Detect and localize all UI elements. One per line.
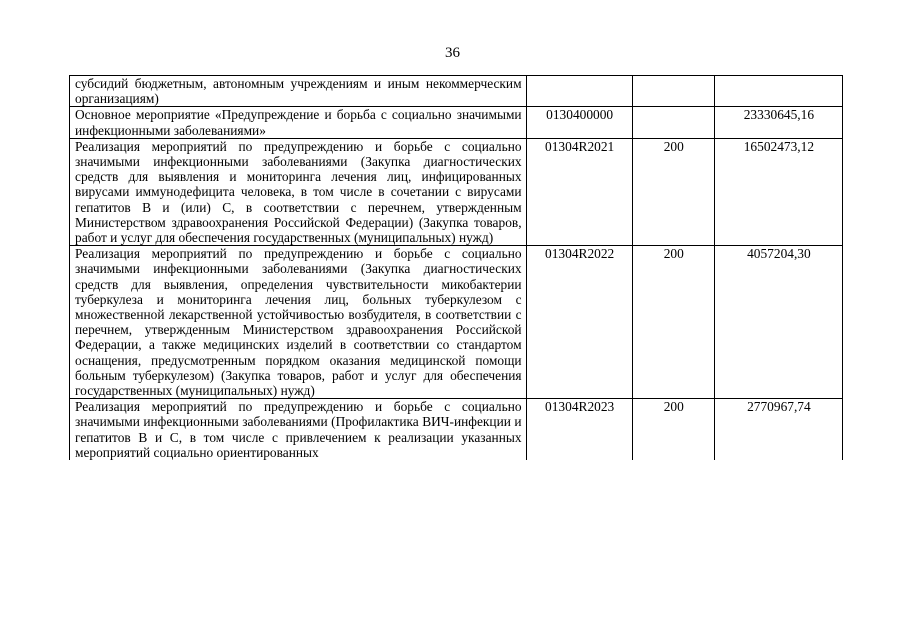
row-target-code: 01304R2023 bbox=[526, 399, 632, 460]
row-target-code: 01304R2021 bbox=[526, 138, 632, 245]
row-expense-type bbox=[632, 76, 714, 107]
table-row bbox=[70, 138, 843, 245]
row-amount bbox=[714, 76, 842, 107]
row-description: Реализация мероприятий по предупреждению и борьбе с социально значимыми инфекционными заболеваниями (Профилактика ВИЧ-инфекции и гепатитов В и С, в том числе с привлечением к реализации указанных мероприятий социально ориентированных bbox=[70, 399, 527, 460]
table-row bbox=[70, 246, 843, 399]
row-amount: 4057204,30 bbox=[714, 246, 842, 399]
row-expense-type: 200 bbox=[632, 246, 714, 399]
budget-table bbox=[69, 75, 843, 460]
table-row bbox=[70, 399, 843, 460]
row-description: субсидий бюджетным, автономным учреждениям и иным некоммерческим организациям) bbox=[70, 76, 527, 107]
row-description: Основное мероприятие «Предупреждение и борьба с социально значимыми инфекционными заболеваниями» bbox=[70, 107, 527, 138]
row-target-code: 0130400000 bbox=[526, 107, 632, 138]
row-expense-type bbox=[632, 107, 714, 138]
row-expense-type: 200 bbox=[632, 138, 714, 245]
table-row bbox=[70, 107, 843, 138]
row-amount: 16502473,12 bbox=[714, 138, 842, 245]
row-expense-type: 200 bbox=[632, 399, 714, 460]
row-target-code bbox=[526, 76, 632, 107]
page-number: 36 bbox=[445, 45, 460, 61]
row-amount: 2770967,74 bbox=[714, 399, 842, 460]
row-description: Реализация мероприятий по предупреждению и борьбе с социально значимыми инфекционными заболеваниями (Закупка диагностических средств для выявления и мониторинга лечения лиц, инфицированных вирусами иммунодефицита человека, в том числе в сочетании с вирусами гепатитов В и (или) С, в соответствии с перечнем, утвержденным Министерством здравоохранения Российской Федерации) (Закупка товаров, работ и услуг для обеспечения государственных (муниципальных) нужд) bbox=[70, 138, 527, 245]
row-description: Реализация мероприятий по предупреждению и борьбе с социально значимыми инфекционными заболеваниями (Закупка диагностических средств для выявления, определения чувствительности микобактерии туберкулеза и мониторинга лечения лиц, больных туберкулезом с множественной лекарственной устойчивостью возбудителя, в соответствии с перечнем, утвержденным Министерством здравоохранения Российской Федерации, а также медицинских изделий в соответствии со стандартом оснащения, предусмотренным порядком оказания медицинской помощи больным туберкулезом) (Закупка товаров, работ и услуг для обеспечения государственных (муниципальных) нужд) bbox=[70, 246, 527, 399]
table-row bbox=[70, 76, 843, 107]
row-amount: 23330645,16 bbox=[714, 107, 842, 138]
row-target-code: 01304R2022 bbox=[526, 246, 632, 399]
